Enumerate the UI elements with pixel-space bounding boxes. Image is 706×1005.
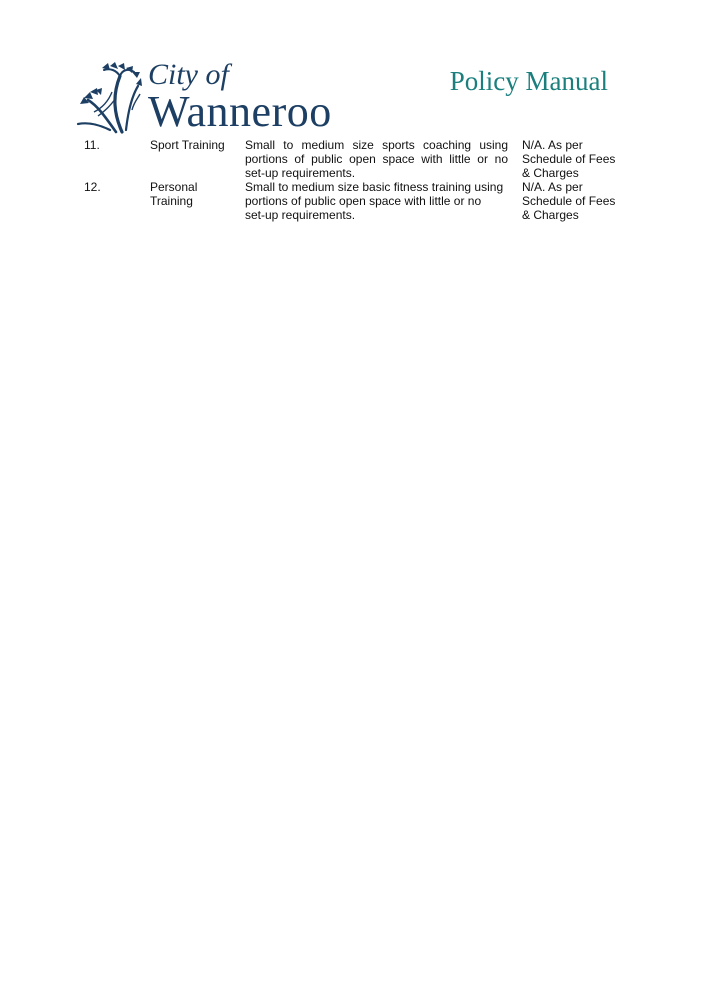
page-title: Policy Manual [449,66,608,96]
activity-name-line: Training [150,194,193,208]
row-number: 12. [84,180,101,194]
fee-line: N/A. As per [522,138,583,152]
description-line: portions of public open space with little or no [245,194,482,208]
activity-name-line: Personal [150,180,198,194]
activity-description [245,138,508,180]
page-header [0,0,706,140]
description-line: Small to medium size sports coaching using [245,138,508,152]
fee-line: & Charges [522,166,579,180]
activity-fee [522,180,632,222]
activity-name [150,138,240,152]
fee-line: Schedule of Fees [522,152,616,166]
table-row [84,180,624,222]
fee-line: Schedule of Fees [522,194,616,208]
row-number: 11. [84,138,100,152]
description-line: Small to medium size basic fitness training using [245,180,504,194]
description-line: set-up requirements. [245,166,356,180]
activity-name-line: Sport Training [150,138,225,152]
table-row [84,138,624,180]
city-of-wanneroo-logo [76,58,332,136]
description-line: portions of public open space with little or no [245,152,508,166]
activity-name [150,180,240,208]
fee-line: N/A. As per [522,180,583,194]
kangaroo-paw-icon [76,62,142,134]
fee-line: & Charges [522,208,579,222]
logo-text-city-of: City of [148,58,229,91]
activity-description [245,180,508,222]
activities-table [84,138,624,222]
logo-text-wanneroo: Wanneroo [148,87,332,136]
activity-fee [522,138,632,180]
description-line: set-up requirements. [245,208,356,222]
